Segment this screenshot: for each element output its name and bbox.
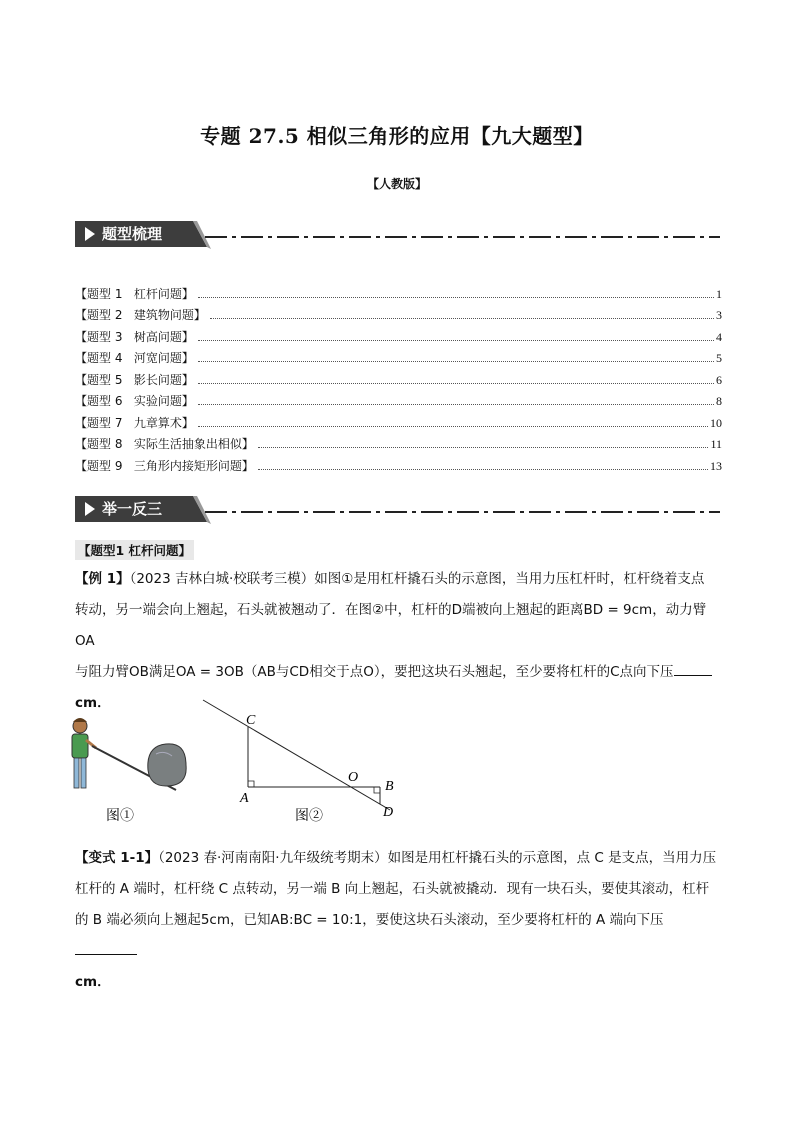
point-D: D (383, 805, 394, 820)
toc-row[interactable]: 【题型 8 实际生活抽象出相似】 11 (75, 437, 722, 451)
right-angle-B (374, 787, 380, 793)
section-banner-overview (75, 221, 720, 251)
point-O: O (348, 770, 359, 785)
toc-row[interactable]: 【题型 3 树高问题】 4 (75, 329, 722, 344)
toc-row[interactable]: 【题型 6 实验问题】 8 (75, 394, 722, 408)
banner-dash-line (205, 233, 720, 241)
banner-dash-line (205, 508, 720, 516)
page-title: 专题 27.5 相似三角形的应用【九大题型】 (200, 124, 594, 148)
section-banner-practice (75, 496, 720, 526)
answer-blank[interactable] (75, 942, 137, 955)
variant-1-1: 【变式 1-1】（2023 春·河南南阳·九年级统考期末）如图是用杠杆撬石头的示意图，点 C 是支点，当用力压 杠杆的 A 端时，杠杆绕 C 点转动，另一端 B 向上翘起，石头就被撬动．现有一块石头，要使其滚动，杠杆 的 B 端必须向上翘起5cm，已知AB:BC = 10:1，要使这块石头滚动，至少要将杠杆的 A 端向下压 cm． (75, 850, 717, 990)
toc-row[interactable]: 【题型 9 三角形内接矩形问题】 13 (75, 458, 722, 473)
example-1: 【例 1】（2023 吉林白城·校联考三模）如图①是用杠杆撬石头的示意图，当用力压杠杆时，杠杆绕着支点 转动，另一端会向上翘起，石头就被翘动了．在图②中，杠杆的D端被向上翘起的距离BD = 9cm，动力臂OA 与阻力臂OB满足OA = 3OB（AB与CD相交于点O），要把这块石头翘起，至少要将杠杆的C点向下压 cm． (75, 564, 722, 719)
table-of-contents (75, 280, 722, 474)
toc-row[interactable]: 【题型 7 九章算术】 10 (75, 415, 722, 430)
right-angle-A (248, 781, 254, 787)
banner-title: 题型梳理 (102, 225, 163, 243)
edition-label: 【人教版】 (366, 177, 427, 191)
toc-row[interactable]: 【题型 1 杠杆问题】 1 (75, 286, 722, 301)
section-tag-lever: 【题型1 杠杆问题】 (75, 540, 194, 560)
figure-1-illustration (66, 710, 196, 825)
point-A: A (240, 791, 249, 806)
figure-1-caption: 图① (106, 809, 134, 824)
toc-row[interactable]: 【题型 4 河宽问题】 5 (75, 351, 722, 365)
figure-2-caption: 图② (295, 809, 323, 824)
point-B: B (385, 779, 394, 794)
point-C: C (246, 713, 256, 728)
figure-2-diagram (200, 697, 410, 827)
toc-row[interactable]: 【题型 2 建筑物问题】 3 (75, 308, 722, 322)
toc-row[interactable]: 【题型 5 影长问题】 6 (75, 372, 722, 387)
answer-blank[interactable] (674, 663, 712, 676)
line-CD (203, 700, 390, 810)
banner-title: 举一反三 (102, 500, 163, 518)
